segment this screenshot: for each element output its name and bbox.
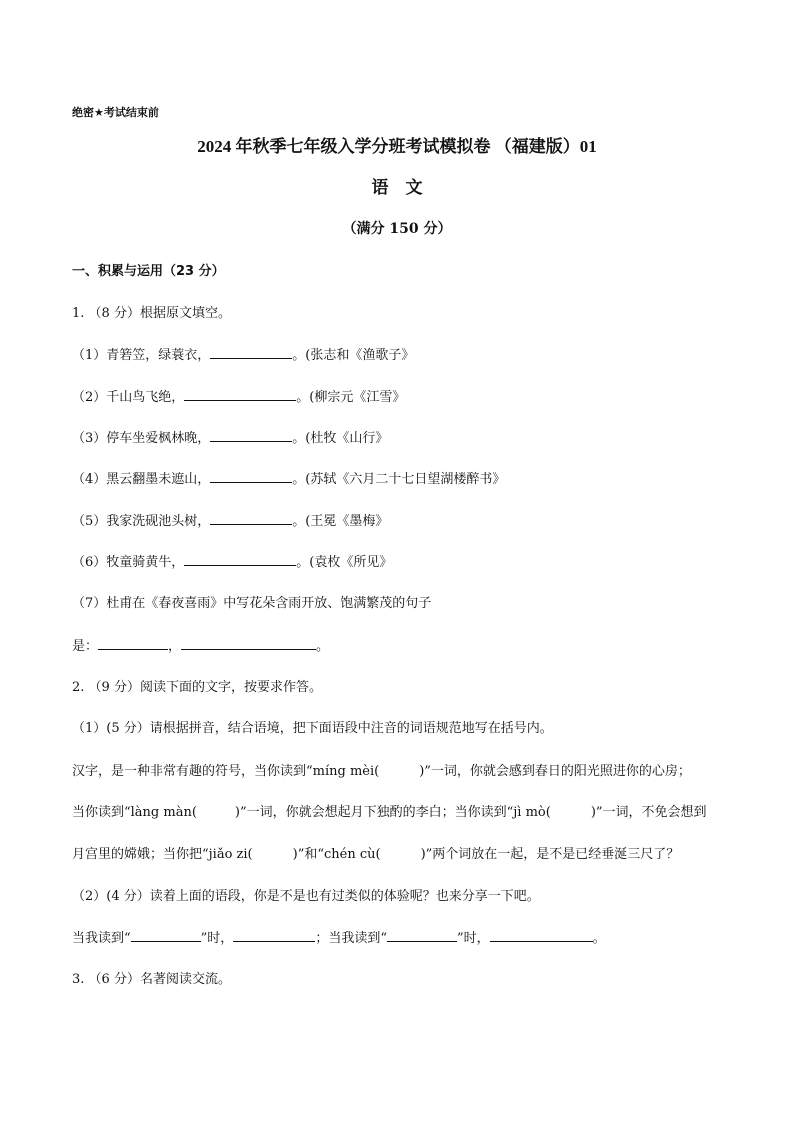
q1-item-source: 。(张志和《渔歌子》 [292, 348, 415, 363]
answer-blank[interactable] [184, 388, 296, 401]
q1-item-source: 。(柳宗元《江雪》 [296, 390, 406, 405]
confidential-label: 绝密★考试结束前 [72, 106, 159, 119]
share-text: ”时， [456, 931, 490, 946]
question-2-stem: 2. （9 分）阅读下面的文字，按要求作答。 [72, 680, 322, 695]
q2-sub2: （2）(4 分）读着上面的语段，你是不是也有过类似的体验呢？也来分享一下吧。 [72, 889, 540, 904]
q1-item-text: ， [168, 639, 182, 654]
q1-item-text: （1）青箬笠，绿蓑衣， [72, 348, 211, 363]
share-text: 。 [592, 931, 606, 946]
q1-item-source: 。(王冕《墨梅》 [292, 514, 389, 529]
answer-blank[interactable] [210, 512, 292, 525]
q2-share-line [72, 929, 606, 948]
q1-item-5 [72, 512, 388, 531]
paragraph-text: )”两个词放在一起，是不是已经垂涎三尺了？ [420, 847, 680, 862]
q1-item-7-line2 [72, 637, 329, 656]
q1-item-3 [72, 429, 388, 448]
q1-item-7-line1: （7）杜甫在《春夜喜雨》中写花朵含雨开放、饱满繁茂的句子 [72, 596, 432, 611]
answer-blank[interactable] [98, 637, 168, 650]
q2-sub1: （1）(5 分）请根据拼音，结合语境，把下面语段中注音的词语规范地写在括号内。 [72, 721, 553, 736]
q1-item-text: （5）我家洗砚池头树， [72, 514, 211, 529]
q1-item-4 [72, 470, 505, 489]
q1-item-text: （4）黑云翻墨未遮山， [72, 472, 211, 487]
exam-title: 2024 年秋季七年级入学分班考试模拟卷 （福建版）01 [197, 137, 597, 156]
paragraph-text: )”一词，你就会想起月下独酌的李白；当你读到“jì mò( [234, 805, 551, 820]
q1-item-2 [72, 388, 405, 407]
paragraph-text: 月宫里的嫦娥；当你把“jiǎo zi( [72, 847, 253, 862]
answer-blank[interactable] [181, 637, 316, 650]
paragraph-text: )”一词，不免会想到 [590, 805, 707, 820]
answer-blank[interactable] [210, 470, 292, 483]
q1-item-text: （6）牧童骑黄牛， [72, 555, 185, 570]
share-text: ；当我读到“ [315, 931, 387, 946]
answer-blank[interactable] [233, 929, 315, 942]
share-text: ”时， [200, 931, 234, 946]
q1-item-source: 。(袁枚《所见》 [296, 555, 393, 570]
paragraph-text: )”一词，你就会感到春日的阳光照进你的心房； [419, 764, 691, 779]
share-text: 当我读到“ [72, 931, 131, 946]
subject-title: 语 文 [371, 178, 423, 198]
q2-paragraph-line1 [72, 763, 691, 781]
q1-item-text: （3）停车坐爱枫林晚， [72, 431, 211, 446]
q1-item-source: 。(苏轼《六月二十七日望湖楼醉书》 [292, 472, 506, 487]
paragraph-text: 当你读到“làng màn( [72, 805, 197, 820]
answer-blank[interactable] [210, 429, 292, 442]
answer-blank[interactable] [184, 553, 296, 566]
paragraph-text: )”和“chén cù( [292, 847, 381, 862]
q1-item-text: 是： [72, 639, 99, 654]
q2-paragraph-line3 [72, 846, 679, 864]
q1-item-text: （2）千山鸟飞绝， [72, 390, 185, 405]
q1-item-1 [72, 346, 414, 365]
answer-blank[interactable] [490, 929, 593, 942]
paragraph-text: 汉字，是一种非常有趣的符号，当你读到“míng mèi( [72, 764, 380, 779]
full-score: （满分 150 分） [342, 221, 452, 237]
question-1-stem: 1. （8 分）根据原文填空。 [72, 306, 231, 321]
answer-blank[interactable] [131, 929, 201, 942]
question-3-stem: 3. （6 分）名著阅读交流。 [72, 972, 231, 987]
q1-item-text: 。 [316, 639, 330, 654]
q1-item-6 [72, 553, 392, 572]
q1-item-source: 。(杜牧《山行》 [292, 431, 389, 446]
section-heading: 一、积累与运用（23 分） [72, 264, 225, 279]
answer-blank[interactable] [387, 929, 457, 942]
q2-paragraph-line2 [72, 804, 707, 822]
answer-blank[interactable] [210, 346, 292, 359]
